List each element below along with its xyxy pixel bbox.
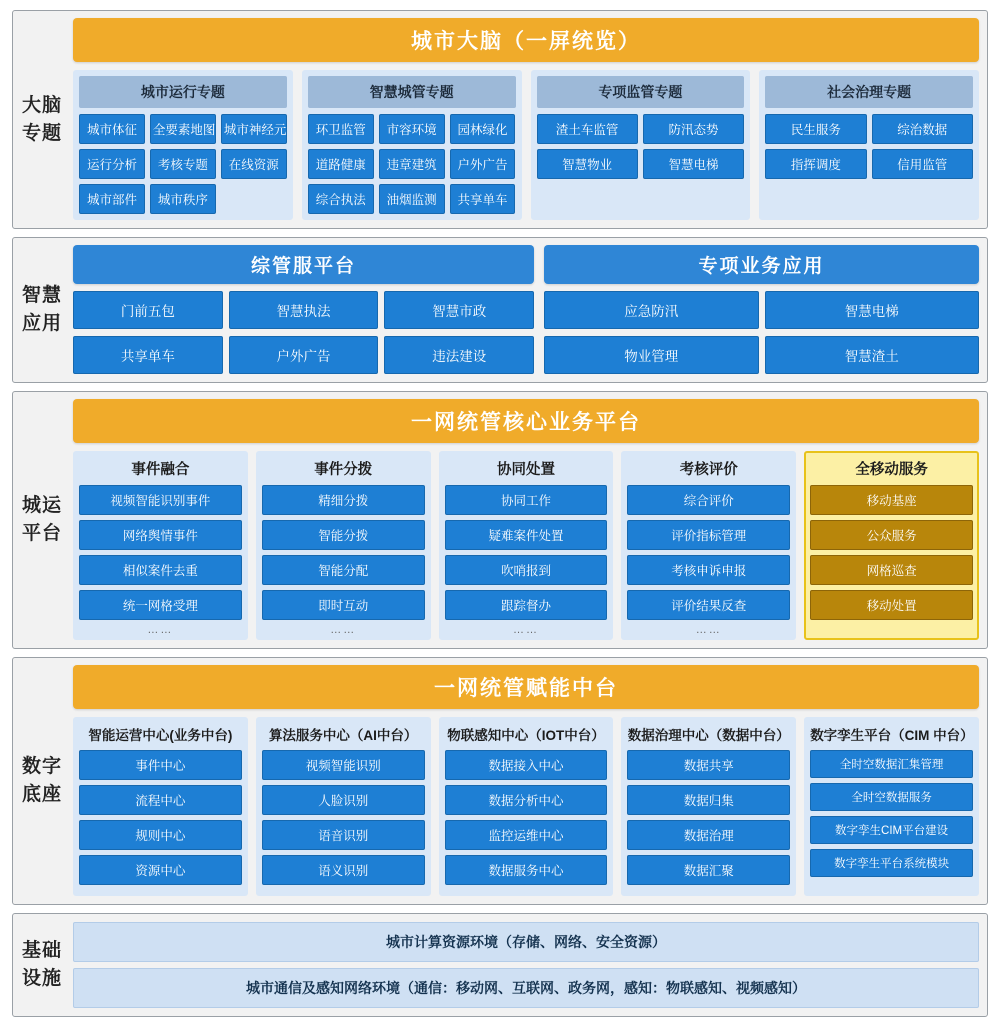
ops-column-event-fusion — [73, 451, 248, 640]
brain-columns — [73, 70, 979, 220]
base-columns — [73, 717, 979, 896]
base-item[interactable]: 数据汇聚 — [627, 855, 790, 885]
base-item[interactable]: 数据共享 — [627, 750, 790, 780]
base-column-header: 物联感知中心（IOT中台） — [447, 728, 605, 743]
base-item[interactable]: 数据接入中心 — [445, 750, 608, 780]
smart-columns — [73, 245, 979, 374]
base-item[interactable]: 全时空数据服务 — [810, 783, 973, 811]
base-item[interactable]: 流程中心 — [79, 785, 242, 815]
base-item[interactable]: 数字孪生平台系统模块 — [810, 849, 973, 877]
brain-chip[interactable]: 智慧物业 — [537, 149, 638, 179]
ops-ellipsis: …… — [330, 624, 357, 636]
smart-app-chip[interactable]: 智慧执法 — [229, 291, 379, 329]
ops-column-header: 事件融合 — [131, 462, 190, 478]
smart-band-body — [71, 238, 987, 382]
ops-ellipsis: …… — [512, 624, 539, 636]
infra-band-body — [71, 914, 987, 1016]
smart-app-chip[interactable]: 智慧电梯 — [765, 291, 979, 329]
brain-chip-grid — [308, 114, 516, 214]
smart-left-row-1 — [73, 291, 534, 329]
ops-ellipsis — [810, 625, 973, 638]
smart-app-chip[interactable]: 共享单车 — [73, 336, 223, 374]
smart-right-row-1 — [544, 291, 979, 329]
ops-ellipsis: …… — [147, 624, 174, 636]
ops-column-full-mobile-service — [804, 451, 979, 640]
base-item[interactable]: 语音识别 — [262, 820, 425, 850]
ops-column-assessment — [621, 451, 796, 640]
base-title: 一网统管赋能中台 — [73, 665, 979, 709]
brain-column-smart-urban-management — [302, 70, 522, 220]
base-column-ai-middle-platform — [256, 717, 431, 896]
brain-column-header: 社会治理专题 — [765, 76, 973, 108]
smart-band-label-line2: 应用 — [21, 313, 62, 334]
brain-title: 城市大脑（一屏统览） — [73, 18, 979, 62]
base-item[interactable]: 数字孪生CIM平台建设 — [810, 816, 973, 844]
smart-band-label — [13, 238, 71, 382]
ops-column-header: 协同处置 — [496, 462, 555, 478]
brain-chip[interactable]: 城市部件 — [79, 184, 145, 214]
ops-column-header: 考核评价 — [679, 462, 738, 478]
smart-right-row-2 — [544, 336, 979, 374]
ops-item[interactable]: 吹哨报到 — [445, 555, 608, 585]
smart-application-band — [12, 237, 988, 383]
brain-band-label — [13, 11, 71, 228]
infra-row-computing: 城市计算资源环境（存储、网络、安全资源） — [73, 922, 979, 962]
brain-chip[interactable]: 在线资源 — [221, 149, 287, 179]
brain-chip[interactable]: 城市体征 — [79, 114, 145, 144]
brain-chip[interactable]: 园林绿化 — [450, 114, 516, 144]
base-band-body — [71, 658, 987, 904]
brain-chip[interactable]: 综治数据 — [872, 114, 973, 144]
brain-chip[interactable]: 共享单车 — [450, 184, 516, 214]
base-band-label — [13, 658, 71, 904]
infra-row-network: 城市通信及感知网络环境（通信：移动网、互联网、政务网，感知：物联感知、视频感知） — [73, 968, 979, 1008]
smart-band-label-line1: 智慧 — [21, 285, 62, 307]
base-item[interactable]: 数据治理 — [627, 820, 790, 850]
brain-chip[interactable]: 渣土车监管 — [537, 114, 638, 144]
ops-column-event-dispatch — [256, 451, 431, 640]
ops-item[interactable]: 评价指标管理 — [627, 520, 790, 550]
ops-item[interactable]: 综合评价 — [627, 485, 790, 515]
ops-band-label — [13, 392, 71, 648]
smart-column-comprehensive-platform — [73, 245, 534, 374]
brain-chip[interactable]: 防汛态势 — [643, 114, 744, 144]
ops-item[interactable]: 考核申诉申报 — [627, 555, 790, 585]
city-ops-band — [12, 391, 988, 649]
smart-right-title: 专项业务应用 — [544, 245, 979, 284]
ops-item[interactable]: 网络舆情事件 — [79, 520, 242, 550]
ops-column-header: 事件分拨 — [314, 462, 373, 478]
ops-item[interactable]: 移动基座 — [810, 485, 973, 515]
base-item[interactable]: 数据服务中心 — [445, 855, 608, 885]
base-item[interactable]: 人脸识别 — [262, 785, 425, 815]
infra-band-label — [13, 914, 71, 1016]
infrastructure-band — [12, 913, 988, 1017]
base-column-header: 算法服务中心（AI中台） — [268, 728, 418, 743]
base-band-label-line1: 数字 — [21, 756, 62, 778]
brain-column-city-operation — [73, 70, 293, 220]
smart-app-chip[interactable]: 门前五包 — [73, 291, 223, 329]
brain-chip[interactable]: 户外广告 — [450, 149, 516, 179]
brain-chip[interactable]: 油烟监测 — [379, 184, 445, 214]
brain-band-label-line2: 专题 — [21, 122, 62, 144]
smart-app-chip[interactable]: 违法建设 — [384, 336, 534, 374]
base-column-data-middle-platform — [621, 717, 796, 896]
base-band-label-line2: 底座 — [21, 784, 62, 805]
ops-item[interactable]: 精细分拨 — [262, 485, 425, 515]
brain-chip[interactable]: 运行分析 — [79, 149, 145, 179]
smart-app-chip[interactable]: 智慧市政 — [384, 291, 534, 329]
infra-band-label-line2: 设施 — [21, 968, 62, 989]
brain-chip[interactable]: 综合执法 — [308, 184, 374, 214]
base-column-header: 智能运营中心(业务中台) — [88, 728, 233, 743]
ops-item[interactable]: 公众服务 — [810, 520, 973, 550]
smart-column-special-business — [544, 245, 979, 374]
ops-item[interactable]: 移动处置 — [810, 590, 973, 620]
smart-app-chip[interactable]: 应急防汛 — [544, 291, 758, 329]
ops-item[interactable]: 评价结果反查 — [627, 590, 790, 620]
brain-chip-grid — [79, 114, 287, 214]
ops-band-body — [71, 392, 987, 648]
base-item[interactable]: 数据分析中心 — [445, 785, 608, 815]
ops-item[interactable]: 视频智能识别事件 — [79, 485, 242, 515]
brain-column-header: 专项监管专题 — [537, 76, 745, 108]
base-item[interactable]: 监控运维中心 — [445, 820, 608, 850]
brain-column-social-governance — [759, 70, 979, 220]
smart-app-chip[interactable]: 智慧渣土 — [765, 336, 979, 374]
base-column-iot-middle-platform — [439, 717, 614, 896]
base-item[interactable]: 全时空数据汇集管理 — [810, 750, 973, 778]
base-item[interactable]: 规则中心 — [79, 820, 242, 850]
ops-title: 一网统管核心业务平台 — [73, 399, 979, 443]
base-column-header: 数据治理中心（数据中台） — [627, 728, 790, 743]
brain-chip[interactable]: 信用监管 — [872, 149, 973, 179]
smart-left-title: 综管服平台 — [73, 245, 534, 284]
ops-band-label-line1: 城运 — [21, 495, 62, 517]
brain-chip[interactable]: 智慧电梯 — [643, 149, 744, 179]
ops-item[interactable]: 统一网格受理 — [79, 590, 242, 620]
brain-chip[interactable]: 违章建筑 — [379, 149, 445, 179]
brain-chip[interactable]: 考核专题 — [150, 149, 216, 179]
base-item[interactable]: 视频智能识别 — [262, 750, 425, 780]
brain-chip[interactable]: 环卫监管 — [308, 114, 374, 144]
brain-chip[interactable]: 全要素地图 — [150, 114, 216, 144]
brain-column-header: 城市运行专题 — [79, 76, 287, 108]
ops-item[interactable]: 相似案件去重 — [79, 555, 242, 585]
base-column-cim-platform — [804, 717, 979, 896]
smart-app-chip[interactable]: 户外广告 — [229, 336, 379, 374]
brain-chip[interactable]: 指挥调度 — [765, 149, 866, 179]
ops-item[interactable]: 协同工作 — [445, 485, 608, 515]
base-item[interactable]: 数据归集 — [627, 785, 790, 815]
ops-band-label-line2: 平台 — [21, 523, 62, 544]
ops-item[interactable]: 即时互动 — [262, 590, 425, 620]
brain-chip[interactable]: 道路健康 — [308, 149, 374, 179]
brain-band-body — [71, 11, 987, 228]
brain-band-label-line1: 大脑 — [21, 94, 62, 116]
brain-chip[interactable]: 民生服务 — [765, 114, 866, 144]
ops-ellipsis: …… — [695, 624, 722, 636]
brain-column-special-supervision — [531, 70, 751, 220]
base-item[interactable]: 语义识别 — [262, 855, 425, 885]
brain-chip-grid — [765, 114, 973, 179]
brain-chip[interactable]: 城市秩序 — [150, 184, 216, 214]
base-item[interactable]: 事件中心 — [79, 750, 242, 780]
smart-app-chip[interactable]: 物业管理 — [544, 336, 758, 374]
base-column-header: 数字孪生平台（CIM 中台） — [810, 728, 974, 743]
ops-item[interactable]: 智能分配 — [262, 555, 425, 585]
brain-chip-grid — [537, 114, 745, 179]
ops-column-header: 全移动服务 — [855, 462, 928, 478]
infra-band-label-line1: 基础 — [21, 940, 62, 962]
ops-item[interactable]: 智能分拨 — [262, 520, 425, 550]
brain-column-header: 智慧城管专题 — [308, 76, 516, 108]
ops-item[interactable]: 网格巡查 — [810, 555, 973, 585]
brain-chip[interactable]: 城市神经元 — [221, 114, 287, 144]
smart-left-row-2 — [73, 336, 534, 374]
ops-item[interactable]: 跟踪督办 — [445, 590, 608, 620]
ops-item[interactable]: 疑难案件处置 — [445, 520, 608, 550]
ops-column-collaborative-handling — [439, 451, 614, 640]
brain-chip[interactable]: 市容环境 — [379, 114, 445, 144]
ops-columns — [73, 451, 979, 640]
base-column-business-middle-platform — [73, 717, 248, 896]
digital-base-band — [12, 657, 988, 905]
brain-band — [12, 10, 988, 229]
base-item[interactable]: 资源中心 — [79, 855, 242, 885]
